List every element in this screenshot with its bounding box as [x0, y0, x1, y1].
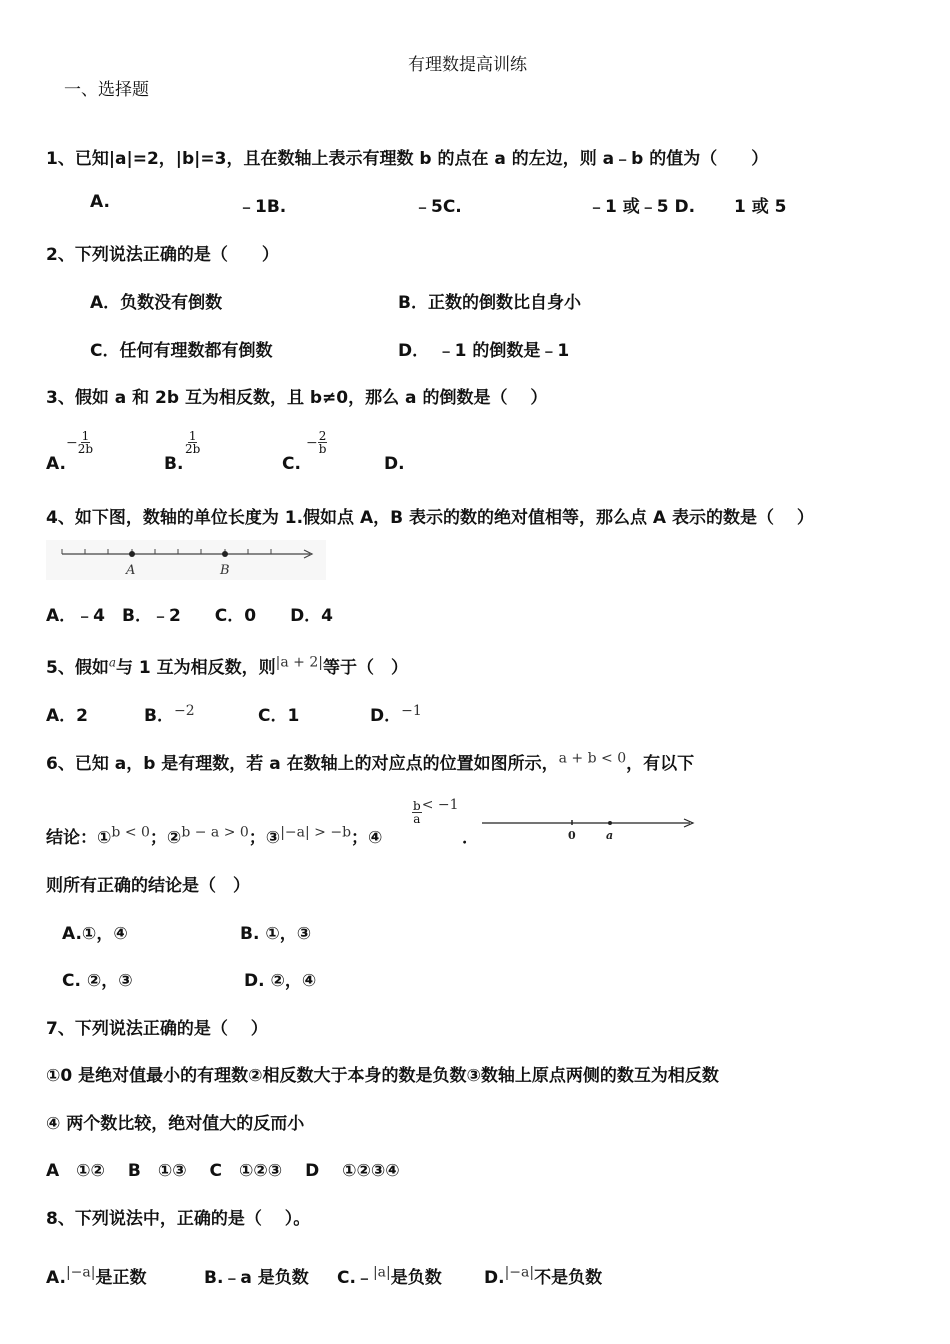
question-3-fraction-a: − $\frac{1}{2b}$ — [66, 429, 94, 456]
origin-label: 0 — [568, 829, 576, 842]
point-a-label: A — [126, 563, 136, 578]
point-b-label: B — [220, 563, 230, 578]
question-5-option-d: D．$^{-1}$ — [370, 703, 422, 726]
question-6-conclusion-4-fraction: $\frac{b}{a}$ < −1 — [413, 797, 459, 826]
question-3-option-c: C. — [282, 454, 301, 474]
question-1-option-a: A. — [90, 192, 110, 212]
question-7-statements-2: ④ 两个数比较，绝对值大的反而小 — [46, 1114, 305, 1134]
question-3-stem: 3、假如 a 和 2b 互为相反数，且 b≠0，那么 a 的倒数是（ ） — [46, 388, 548, 408]
question-8-option-c: C.﹣$^{|a|}$是负数 — [337, 1264, 442, 1288]
question-1-option-b: ﹣1B. — [238, 197, 287, 217]
question-1-option-d-value: 1 或 5 — [734, 197, 787, 217]
question-1-stem: 1、已知|a|=2，|b|=3，且在数轴上表示有理数 b 的点在 a 的左边，则 a﹣b 的值为（ ） — [46, 149, 769, 169]
question-5-option-b: B．$^{-2}$ — [144, 703, 195, 726]
number-line-background — [46, 540, 326, 580]
question-2-option-b: B．正数的倒数比自身小 — [398, 293, 581, 313]
question-2-option-a: A．负数没有倒数 — [90, 293, 223, 313]
section-heading: 一、选择题 — [64, 80, 149, 100]
question-1-option-c: ﹣5C. — [414, 197, 462, 217]
question-6-option-b: B. ①，③ — [240, 924, 312, 944]
question-1-option-d: ﹣1 或﹣5 D. — [588, 197, 696, 217]
question-6-conclusions: 结论：①$^{b < 0}$；②$^{b - a > 0}$；③$^{|-a| > -b}$；④ — [46, 824, 383, 848]
question-2-option-d: D． ﹣1 的倒数是﹣1 — [398, 341, 570, 361]
question-5-option-a: A．2 — [46, 706, 88, 726]
question-7-options: A ①② B ①③ C ①②③ D ①②③④ — [46, 1161, 400, 1181]
question-2-option-c: C．任何有理数都有倒数 — [90, 341, 273, 361]
question-4-number-line — [46, 540, 326, 580]
question-3-option-d: D. — [384, 454, 405, 474]
question-3-option-a: A. — [46, 454, 66, 474]
question-3-fraction-c: − $\frac{2}{b}$ — [306, 429, 327, 456]
question-6-option-c: C. ②，③ — [62, 971, 133, 991]
question-6-ask: 则所有正确的结论是（ ） — [46, 876, 250, 896]
question-3-option-b: B. — [164, 454, 184, 474]
question-4-stem: 4、如下图，数轴的单位长度为 1.假如点 A，B 表示的数的绝对值相等，那么点 A 表示的数是（ ） — [46, 508, 814, 528]
point-a-dot — [608, 821, 612, 825]
question-7-stem: 7、下列说法正确的是（ ） — [46, 1019, 268, 1039]
question-8-option-a: A.$^{|-a|}$是正数 — [46, 1264, 147, 1288]
question-6-option-d: D. ②，④ — [244, 971, 317, 991]
question-5-option-c: C．1 — [258, 706, 300, 726]
question-4-options: A．﹣4 B．﹣2 C．0 D．4 — [46, 606, 334, 626]
question-3-fraction-b: $\frac{1}{2b}$ — [185, 429, 201, 456]
page-title: 有理数提高训练 — [408, 55, 527, 75]
question-6-option-a: A.①，④ — [62, 924, 128, 944]
question-6-stem: 6、已知 a，b 是有理数，若 a 在数轴上的对应点的位置如图所示，$^{a + b < 0}$，有以下 — [46, 750, 695, 774]
question-7-statements-1: ①0 是绝对值最小的有理数②相反数大于本身的数是负数③数轴上原点两侧的数互为相反数 — [46, 1066, 719, 1086]
question-6-number-line — [480, 812, 700, 842]
question-5-stem: 5、假如$^a$与 1 互为相反数，则$^{|a + 2|}$等于（ ） — [46, 654, 408, 678]
question-2-stem: 2、下列说法正确的是（ ） — [46, 245, 279, 265]
question-8-stem: 8、下列说法中，正确的是（ ）。 — [46, 1209, 311, 1229]
point-a-dot — [129, 551, 135, 557]
point-b-dot — [222, 551, 228, 557]
point-a-label: a — [606, 829, 614, 842]
question-6-period: ． — [462, 828, 479, 848]
question-8-option-b: B.﹣a 是负数 — [204, 1268, 309, 1288]
question-8-option-d: D.$^{|-a|}$不是负数 — [484, 1264, 603, 1288]
